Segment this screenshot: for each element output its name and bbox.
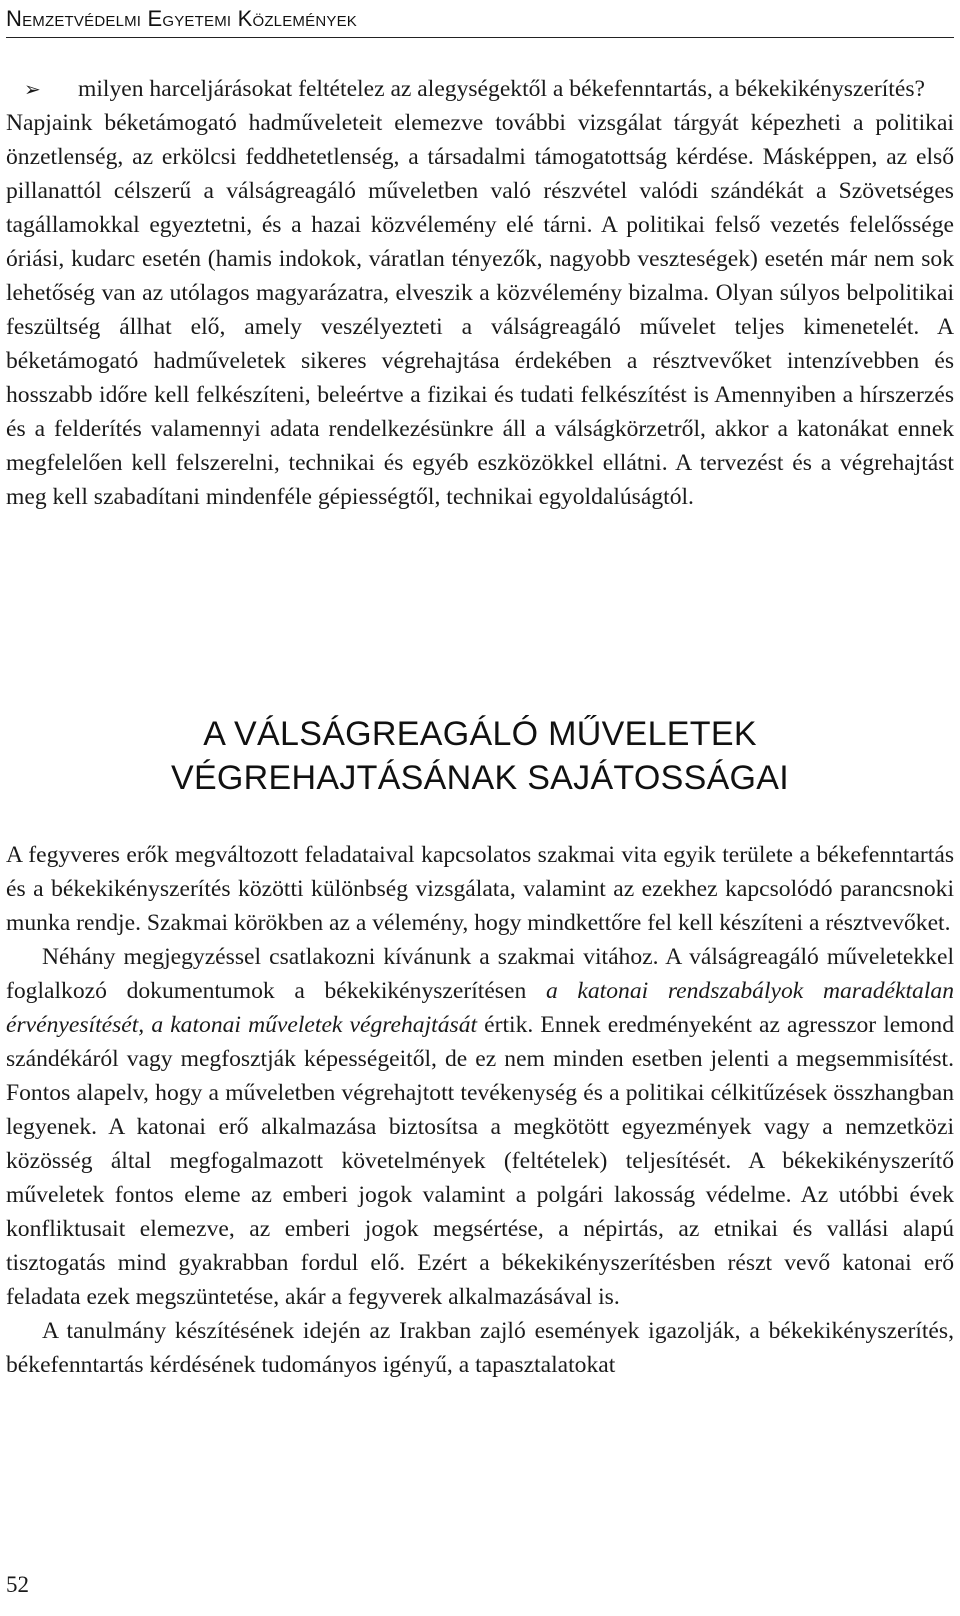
bullet-text: milyen harceljárásokat feltételez az alegységektől a békefenntartás, a békekikényszerítés? <box>78 76 925 102</box>
header-rule <box>6 37 954 38</box>
section-heading <box>6 712 954 800</box>
paragraph-2-start: Néhány megjegyzéssel csatlakozni kívánunk a szakmai vitához. A válságreagáló műveletekkel foglalkozó dokumentumok a békekikényszerítésen <box>6 944 954 1004</box>
page-number: 52 <box>6 1572 29 1597</box>
section-heading-line-1: A VÁLSÁGREAGÁLÓ MŰVELETEK <box>203 715 757 753</box>
section-paragraph-1: A fegyveres erők megváltozott feladataival kapcsolatos szakmai vita egyik területe a békefenntartás és a békekikényszerítés közötti különbség vizsgálata, valamint az ezekhez kapcsolódó parancsnoki munka rendje. Szakmai körökben az a vélemény, hogy mindkettőre fel kell készíteni a résztvevőket. <box>6 842 954 936</box>
top-text-block <box>6 72 954 514</box>
section-heading-line-2: VÉGREHAJTÁSÁNAK SAJÁTOSSÁGAI <box>170 759 790 797</box>
section-text-block <box>6 838 954 1382</box>
arrow-bullet-icon: ➢ <box>24 77 41 101</box>
running-header <box>6 4 954 34</box>
paragraph: Napjaink béketámogató hadműveleteit elemezve további vizsgálat tárgyát képezheti a politikai önzetlenség, az erkölcsi feddhetetlenség, a társadalmi támogatottság kérdése. Másképpen, az első pillanattól célszerű a válságreagáló műveletben való részvétel valódi szándékát a Szövetséges tagállamokkal egyeztetni, és a hazai közvélemény elé tárni. A politikai felső vezetés felelőssége óriási, kudarc esetén (hamis indokok, váratlan tényezők, nagyobb veszteségek) esetén már nem sok lehetőség van az utólagos magyarázatra, elveszik a közvélemény bizalma. Olyan súlyos belpolitikai feszültség állhat elő, amely veszélyezteti a válságreagáló művelet teljes kimenetelét. A béketámogató hadműveletek sikeres végrehajtása érdekében a résztvevőket intenzívebben és hosszabb időre kell felkészíteni, beleértve a fizikai és tudati felkészítést is Amennyiben a hírszerzés és a felderítés valamennyi adata rendelkezésünkre áll a válságkörzetről, akkor a katonákat ennek megfelelően kell felszerelni, technikai és egyéb eszközökkel ellátni. A tervezést és a végrehajtást meg kell szabadítani mindenféle gépiességtől, technikai egyoldalúságtól. <box>6 110 954 510</box>
section-paragraph-3: A tanulmány készítésének idején az Irakban zajló események igazolják, a békekikényszerítés, békefenntartás kérdésének tudományos igényű, a tapasztalatokat <box>6 1318 954 1378</box>
paragraph-2-italic: a katonai rendszabályok maradéktalan érvényesítését, a katonai műveletek végrehajtását <box>6 978 954 1038</box>
paragraph-2-end: értik. Ennek eredményeként az agresszor lemond szándékáról vagy megfosztják képességeitől, de ez nem minden esetben jelenti a megsemmisítést. Fontos alapelv, hogy a műveletben végrehajtott tevékenység és a politikai célkitűzések összhangban legyenek. A katonai erő alkalmazása biztosítsa a megkötött egyezmények vagy a nemzetközi közösség által megfogalmazott követelmények (feltételek) teljesítését. A békekikényszerítő műveletek fontos eleme az emberi jogok valamint a polgári lakosság védelme. Az utóbbi évek konfliktusait elemezve, az emberi jogok megsértése, a népirtás, az etnikai és vallási alapú tisztogatás mind gyakrabban fordul elő. Ezért a békekikényszerítésben részt vevő katonai erő feladata ezek megszüntetése, akár a fegyverek alkalmazásával is. <box>6 1012 954 1310</box>
bullet-item <box>6 72 954 106</box>
section-paragraph-2 <box>6 940 954 1314</box>
journal-title: Nemzetvédelmi Egyetemi Közlemények <box>6 6 357 31</box>
